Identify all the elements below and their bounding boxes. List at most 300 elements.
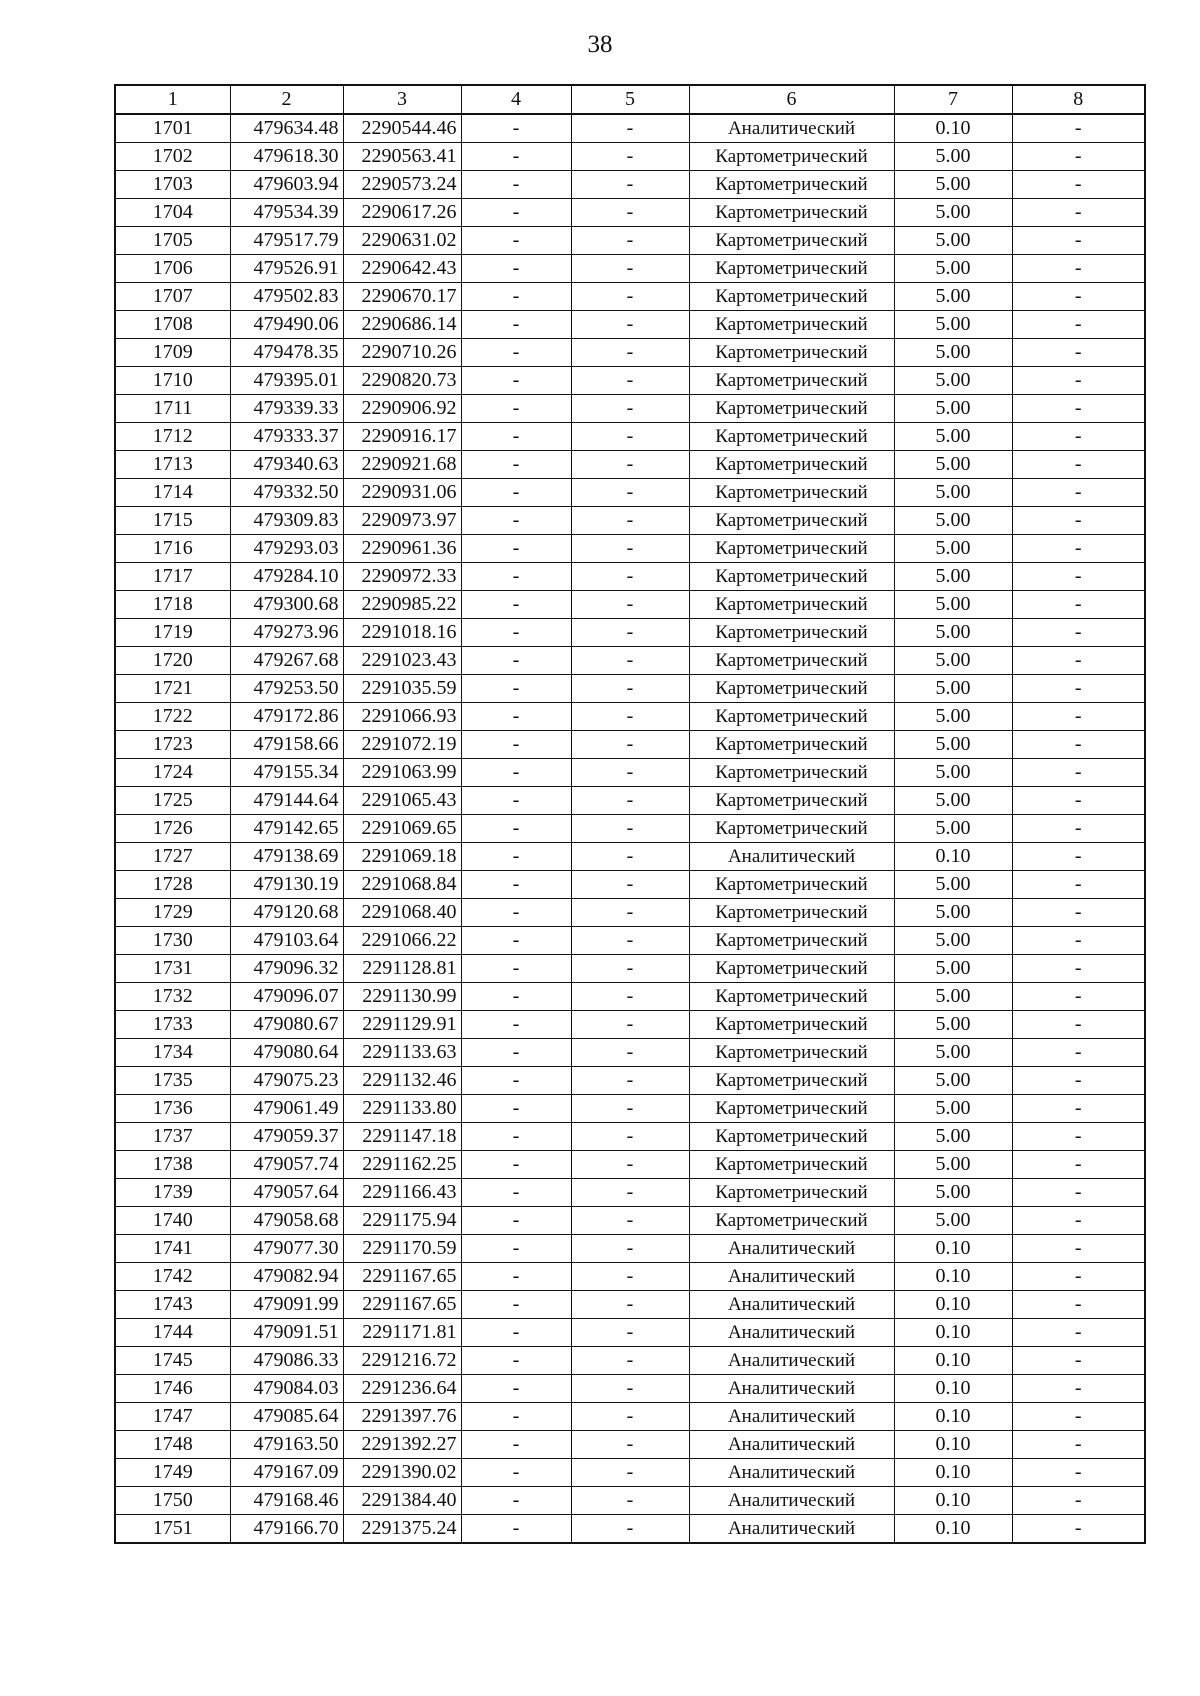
y-coordinate-cell: 2291162.25 [343, 1151, 461, 1179]
col4-cell: - [461, 675, 571, 703]
method-cell: Картометрический [689, 367, 894, 395]
table-row [115, 1123, 1145, 1151]
y-coordinate-cell: 2290686.14 [343, 311, 461, 339]
y-coordinate-cell: 2290670.17 [343, 283, 461, 311]
x-coordinate-cell: 479091.51 [230, 1319, 343, 1347]
method-cell: Картометрический [689, 199, 894, 227]
table-row [115, 255, 1145, 283]
col8-cell: - [1012, 143, 1145, 171]
x-coordinate-cell: 479075.23 [230, 1067, 343, 1095]
col5-cell: - [571, 199, 689, 227]
point-number-cell: 1712 [115, 423, 230, 451]
col5-cell: - [571, 983, 689, 1011]
accuracy-cell: 5.00 [894, 1123, 1012, 1151]
method-cell: Картометрический [689, 647, 894, 675]
col4-cell: - [461, 479, 571, 507]
col4-cell: - [461, 1151, 571, 1179]
accuracy-cell: 5.00 [894, 479, 1012, 507]
col5-cell: - [571, 1179, 689, 1207]
x-coordinate-cell: 479267.68 [230, 647, 343, 675]
col5-cell: - [571, 731, 689, 759]
col4-cell: - [461, 591, 571, 619]
x-coordinate-cell: 479080.67 [230, 1011, 343, 1039]
x-coordinate-cell: 479253.50 [230, 675, 343, 703]
col8-cell: - [1012, 507, 1145, 535]
table-row [115, 283, 1145, 311]
col5-cell: - [571, 1347, 689, 1375]
table-row [115, 1459, 1145, 1487]
accuracy-cell: 0.10 [894, 843, 1012, 871]
point-number-cell: 1721 [115, 675, 230, 703]
col4-cell: - [461, 1123, 571, 1151]
method-cell: Аналитический [689, 1319, 894, 1347]
y-coordinate-cell: 2291175.94 [343, 1207, 461, 1235]
col4-cell: - [461, 1263, 571, 1291]
point-number-cell: 1736 [115, 1095, 230, 1123]
x-coordinate-cell: 479172.86 [230, 703, 343, 731]
col4-cell: - [461, 535, 571, 563]
col5-cell: - [571, 871, 689, 899]
col8-cell: - [1012, 339, 1145, 367]
y-coordinate-cell: 2291066.22 [343, 927, 461, 955]
col5-cell: - [571, 1487, 689, 1515]
col8-cell: - [1012, 955, 1145, 983]
y-coordinate-cell: 2291216.72 [343, 1347, 461, 1375]
col8-cell: - [1012, 479, 1145, 507]
accuracy-cell: 0.10 [894, 1375, 1012, 1403]
method-cell: Аналитический [689, 1431, 894, 1459]
accuracy-cell: 5.00 [894, 1207, 1012, 1235]
point-number-cell: 1729 [115, 899, 230, 927]
method-cell: Картометрический [689, 619, 894, 647]
column-header-2: 2 [230, 85, 343, 114]
col4-cell: - [461, 423, 571, 451]
table-body [115, 114, 1145, 1543]
x-coordinate-cell: 479284.10 [230, 563, 343, 591]
x-coordinate-cell: 479130.19 [230, 871, 343, 899]
accuracy-cell: 5.00 [894, 591, 1012, 619]
accuracy-cell: 5.00 [894, 871, 1012, 899]
x-coordinate-cell: 479091.99 [230, 1291, 343, 1319]
point-number-cell: 1747 [115, 1403, 230, 1431]
col5-cell: - [571, 451, 689, 479]
table-row [115, 1319, 1145, 1347]
table-header-row [115, 85, 1145, 114]
accuracy-cell: 5.00 [894, 311, 1012, 339]
col4-cell: - [461, 367, 571, 395]
col8-cell: - [1012, 647, 1145, 675]
col8-cell: - [1012, 367, 1145, 395]
table-row [115, 395, 1145, 423]
x-coordinate-cell: 479526.91 [230, 255, 343, 283]
y-coordinate-cell: 2291068.84 [343, 871, 461, 899]
col4-cell: - [461, 451, 571, 479]
col5-cell: - [571, 227, 689, 255]
accuracy-cell: 5.00 [894, 731, 1012, 759]
table-row [115, 563, 1145, 591]
col5-cell: - [571, 535, 689, 563]
table-row [115, 1347, 1145, 1375]
table-row [115, 787, 1145, 815]
table-row [115, 703, 1145, 731]
col8-cell: - [1012, 1179, 1145, 1207]
y-coordinate-cell: 2290642.43 [343, 255, 461, 283]
col5-cell: - [571, 1123, 689, 1151]
method-cell: Картометрический [689, 1123, 894, 1151]
column-header-1: 1 [115, 85, 230, 114]
col5-cell: - [571, 647, 689, 675]
col8-cell: - [1012, 703, 1145, 731]
point-number-cell: 1748 [115, 1431, 230, 1459]
x-coordinate-cell: 479120.68 [230, 899, 343, 927]
col5-cell: - [571, 311, 689, 339]
col8-cell: - [1012, 227, 1145, 255]
accuracy-cell: 5.00 [894, 339, 1012, 367]
x-coordinate-cell: 479158.66 [230, 731, 343, 759]
col5-cell: - [571, 1207, 689, 1235]
table-row [115, 535, 1145, 563]
method-cell: Картометрический [689, 423, 894, 451]
col4-cell: - [461, 1291, 571, 1319]
table-row [115, 1431, 1145, 1459]
accuracy-cell: 5.00 [894, 647, 1012, 675]
method-cell: Картометрический [689, 1095, 894, 1123]
col5-cell: - [571, 423, 689, 451]
col5-cell: - [571, 479, 689, 507]
method-cell: Аналитический [689, 843, 894, 871]
col5-cell: - [571, 619, 689, 647]
y-coordinate-cell: 2290973.97 [343, 507, 461, 535]
table-row [115, 227, 1145, 255]
method-cell: Картометрический [689, 143, 894, 171]
method-cell: Картометрический [689, 787, 894, 815]
col8-cell: - [1012, 1375, 1145, 1403]
point-number-cell: 1734 [115, 1039, 230, 1067]
point-number-cell: 1723 [115, 731, 230, 759]
column-header-4: 4 [461, 85, 571, 114]
y-coordinate-cell: 2291129.91 [343, 1011, 461, 1039]
y-coordinate-cell: 2291375.24 [343, 1515, 461, 1544]
point-number-cell: 1746 [115, 1375, 230, 1403]
method-cell: Картометрический [689, 507, 894, 535]
method-cell: Аналитический [689, 1235, 894, 1263]
x-coordinate-cell: 479517.79 [230, 227, 343, 255]
table-row [115, 367, 1145, 395]
accuracy-cell: 0.10 [894, 1319, 1012, 1347]
accuracy-cell: 5.00 [894, 927, 1012, 955]
accuracy-cell: 5.00 [894, 171, 1012, 199]
col4-cell: - [461, 927, 571, 955]
col8-cell: - [1012, 591, 1145, 619]
accuracy-cell: 0.10 [894, 1487, 1012, 1515]
point-number-cell: 1714 [115, 479, 230, 507]
point-number-cell: 1708 [115, 311, 230, 339]
col4-cell: - [461, 899, 571, 927]
x-coordinate-cell: 479166.70 [230, 1515, 343, 1544]
col5-cell: - [571, 1235, 689, 1263]
table-row [115, 1487, 1145, 1515]
x-coordinate-cell: 479333.37 [230, 423, 343, 451]
point-number-cell: 1718 [115, 591, 230, 619]
col8-cell: - [1012, 199, 1145, 227]
col4-cell: - [461, 339, 571, 367]
column-header-8: 8 [1012, 85, 1145, 114]
col5-cell: - [571, 1263, 689, 1291]
col4-cell: - [461, 283, 571, 311]
x-coordinate-cell: 479103.64 [230, 927, 343, 955]
point-number-cell: 1740 [115, 1207, 230, 1235]
col4-cell: - [461, 143, 571, 171]
col5-cell: - [571, 1319, 689, 1347]
y-coordinate-cell: 2290563.41 [343, 143, 461, 171]
col8-cell: - [1012, 1123, 1145, 1151]
x-coordinate-cell: 479096.32 [230, 955, 343, 983]
col5-cell: - [571, 367, 689, 395]
col5-cell: - [571, 563, 689, 591]
method-cell: Аналитический [689, 1515, 894, 1544]
point-number-cell: 1703 [115, 171, 230, 199]
col8-cell: - [1012, 535, 1145, 563]
method-cell: Картометрический [689, 759, 894, 787]
method-cell: Картометрический [689, 535, 894, 563]
method-cell: Картометрический [689, 871, 894, 899]
x-coordinate-cell: 479084.03 [230, 1375, 343, 1403]
col4-cell: - [461, 114, 571, 143]
point-number-cell: 1724 [115, 759, 230, 787]
col8-cell: - [1012, 311, 1145, 339]
point-number-cell: 1706 [115, 255, 230, 283]
point-number-cell: 1733 [115, 1011, 230, 1039]
point-number-cell: 1722 [115, 703, 230, 731]
col4-cell: - [461, 563, 571, 591]
col5-cell: - [571, 843, 689, 871]
col5-cell: - [571, 703, 689, 731]
point-number-cell: 1749 [115, 1459, 230, 1487]
point-number-cell: 1732 [115, 983, 230, 1011]
col8-cell: - [1012, 1067, 1145, 1095]
method-cell: Картометрический [689, 451, 894, 479]
table-row [115, 815, 1145, 843]
point-number-cell: 1720 [115, 647, 230, 675]
table-row [115, 339, 1145, 367]
col8-cell: - [1012, 899, 1145, 927]
y-coordinate-cell: 2290573.24 [343, 171, 461, 199]
col8-cell: - [1012, 395, 1145, 423]
col8-cell: - [1012, 815, 1145, 843]
accuracy-cell: 5.00 [894, 507, 1012, 535]
col8-cell: - [1012, 1487, 1145, 1515]
col5-cell: - [571, 255, 689, 283]
y-coordinate-cell: 2291167.65 [343, 1263, 461, 1291]
method-cell: Картометрический [689, 1067, 894, 1095]
col4-cell: - [461, 507, 571, 535]
accuracy-cell: 5.00 [894, 563, 1012, 591]
point-number-cell: 1727 [115, 843, 230, 871]
y-coordinate-cell: 2291068.40 [343, 899, 461, 927]
table-row [115, 1375, 1145, 1403]
method-cell: Картометрический [689, 311, 894, 339]
y-coordinate-cell: 2291069.18 [343, 843, 461, 871]
point-number-cell: 1738 [115, 1151, 230, 1179]
col4-cell: - [461, 1459, 571, 1487]
y-coordinate-cell: 2290921.68 [343, 451, 461, 479]
accuracy-cell: 0.10 [894, 1459, 1012, 1487]
column-header-7: 7 [894, 85, 1012, 114]
method-cell: Картометрический [689, 255, 894, 283]
point-number-cell: 1731 [115, 955, 230, 983]
y-coordinate-cell: 2291170.59 [343, 1235, 461, 1263]
col5-cell: - [571, 143, 689, 171]
col8-cell: - [1012, 927, 1145, 955]
col5-cell: - [571, 759, 689, 787]
col4-cell: - [461, 983, 571, 1011]
accuracy-cell: 5.00 [894, 1095, 1012, 1123]
col5-cell: - [571, 1291, 689, 1319]
col4-cell: - [461, 871, 571, 899]
point-number-cell: 1715 [115, 507, 230, 535]
x-coordinate-cell: 479085.64 [230, 1403, 343, 1431]
table-row [115, 619, 1145, 647]
method-cell: Картометрический [689, 1011, 894, 1039]
point-number-cell: 1713 [115, 451, 230, 479]
col4-cell: - [461, 1207, 571, 1235]
x-coordinate-cell: 479057.64 [230, 1179, 343, 1207]
accuracy-cell: 5.00 [894, 619, 1012, 647]
col5-cell: - [571, 339, 689, 367]
col4-cell: - [461, 647, 571, 675]
method-cell: Аналитический [689, 1263, 894, 1291]
col4-cell: - [461, 731, 571, 759]
table-row [115, 675, 1145, 703]
table-row [115, 871, 1145, 899]
col8-cell: - [1012, 563, 1145, 591]
table-row [115, 1403, 1145, 1431]
y-coordinate-cell: 2291130.99 [343, 983, 461, 1011]
method-cell: Картометрический [689, 703, 894, 731]
col8-cell: - [1012, 1263, 1145, 1291]
point-number-cell: 1726 [115, 815, 230, 843]
col4-cell: - [461, 199, 571, 227]
table-row [115, 1039, 1145, 1067]
col5-cell: - [571, 1039, 689, 1067]
accuracy-cell: 5.00 [894, 395, 1012, 423]
accuracy-cell: 0.10 [894, 1403, 1012, 1431]
col5-cell: - [571, 395, 689, 423]
table-row [115, 899, 1145, 927]
y-coordinate-cell: 2290931.06 [343, 479, 461, 507]
y-coordinate-cell: 2290710.26 [343, 339, 461, 367]
col4-cell: - [461, 1431, 571, 1459]
col8-cell: - [1012, 1235, 1145, 1263]
method-cell: Картометрический [689, 1207, 894, 1235]
point-number-cell: 1707 [115, 283, 230, 311]
y-coordinate-cell: 2291023.43 [343, 647, 461, 675]
accuracy-cell: 0.10 [894, 1263, 1012, 1291]
col8-cell: - [1012, 1291, 1145, 1319]
col4-cell: - [461, 171, 571, 199]
point-number-cell: 1710 [115, 367, 230, 395]
col5-cell: - [571, 1431, 689, 1459]
y-coordinate-cell: 2291171.81 [343, 1319, 461, 1347]
col5-cell: - [571, 1095, 689, 1123]
y-coordinate-cell: 2291069.65 [343, 815, 461, 843]
y-coordinate-cell: 2291166.43 [343, 1179, 461, 1207]
accuracy-cell: 5.00 [894, 1011, 1012, 1039]
y-coordinate-cell: 2291133.80 [343, 1095, 461, 1123]
col4-cell: - [461, 255, 571, 283]
point-number-cell: 1742 [115, 1263, 230, 1291]
x-coordinate-cell: 479478.35 [230, 339, 343, 367]
x-coordinate-cell: 479490.06 [230, 311, 343, 339]
point-number-cell: 1751 [115, 1515, 230, 1544]
y-coordinate-cell: 2291018.16 [343, 619, 461, 647]
col5-cell: - [571, 283, 689, 311]
y-coordinate-cell: 2290985.22 [343, 591, 461, 619]
accuracy-cell: 0.10 [894, 114, 1012, 143]
method-cell: Картометрический [689, 815, 894, 843]
point-number-cell: 1730 [115, 927, 230, 955]
col5-cell: - [571, 1011, 689, 1039]
accuracy-cell: 5.00 [894, 283, 1012, 311]
method-cell: Картометрический [689, 227, 894, 255]
y-coordinate-cell: 2291236.64 [343, 1375, 461, 1403]
accuracy-cell: 5.00 [894, 759, 1012, 787]
accuracy-cell: 0.10 [894, 1291, 1012, 1319]
y-coordinate-cell: 2290631.02 [343, 227, 461, 255]
point-number-cell: 1737 [115, 1123, 230, 1151]
col5-cell: - [571, 507, 689, 535]
point-number-cell: 1743 [115, 1291, 230, 1319]
col4-cell: - [461, 787, 571, 815]
accuracy-cell: 5.00 [894, 787, 1012, 815]
table-row [115, 1291, 1145, 1319]
y-coordinate-cell: 2291147.18 [343, 1123, 461, 1151]
col4-cell: - [461, 955, 571, 983]
col4-cell: - [461, 1403, 571, 1431]
col8-cell: - [1012, 114, 1145, 143]
col4-cell: - [461, 1095, 571, 1123]
accuracy-cell: 5.00 [894, 199, 1012, 227]
x-coordinate-cell: 479080.64 [230, 1039, 343, 1067]
col5-cell: - [571, 1515, 689, 1544]
col8-cell: - [1012, 1459, 1145, 1487]
table-row [115, 731, 1145, 759]
y-coordinate-cell: 2290961.36 [343, 535, 461, 563]
accuracy-cell: 5.00 [894, 899, 1012, 927]
col8-cell: - [1012, 1151, 1145, 1179]
method-cell: Картометрический [689, 479, 894, 507]
col4-cell: - [461, 1235, 571, 1263]
accuracy-cell: 5.00 [894, 1067, 1012, 1095]
x-coordinate-cell: 479144.64 [230, 787, 343, 815]
col4-cell: - [461, 703, 571, 731]
accuracy-cell: 0.10 [894, 1235, 1012, 1263]
table-row [115, 647, 1145, 675]
col8-cell: - [1012, 1319, 1145, 1347]
col8-cell: - [1012, 451, 1145, 479]
method-cell: Картометрический [689, 955, 894, 983]
x-coordinate-cell: 479142.65 [230, 815, 343, 843]
col4-cell: - [461, 1375, 571, 1403]
point-number-cell: 1702 [115, 143, 230, 171]
method-cell: Аналитический [689, 1347, 894, 1375]
y-coordinate-cell: 2290544.46 [343, 114, 461, 143]
x-coordinate-cell: 479534.39 [230, 199, 343, 227]
method-cell: Картометрический [689, 1039, 894, 1067]
x-coordinate-cell: 479618.30 [230, 143, 343, 171]
col4-cell: - [461, 1319, 571, 1347]
table-row [115, 1151, 1145, 1179]
